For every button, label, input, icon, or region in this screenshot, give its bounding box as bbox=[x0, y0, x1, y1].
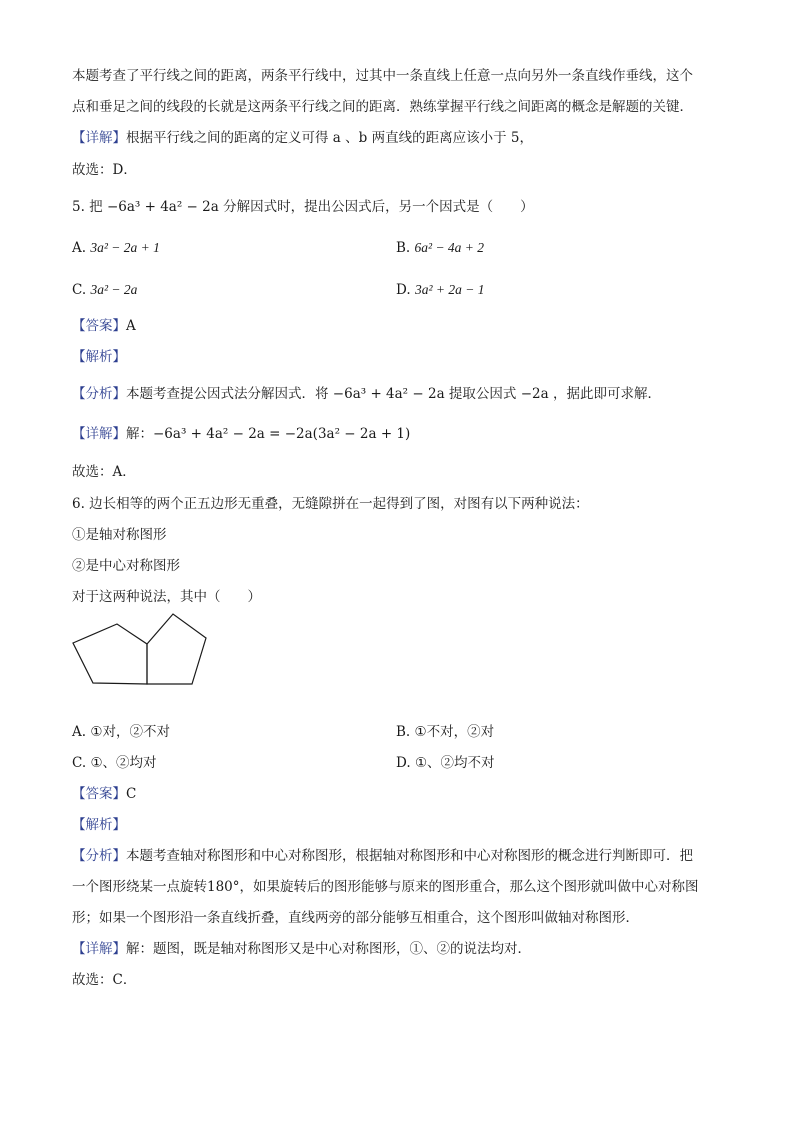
jiexi-tag: 【解析】 bbox=[72, 349, 126, 365]
pentagon-left bbox=[73, 624, 147, 684]
q6-choice: 故选：C． bbox=[72, 972, 137, 988]
answer-value: C bbox=[126, 786, 137, 802]
q5-answer bbox=[72, 316, 136, 336]
q6-detail bbox=[72, 939, 531, 959]
q5-analysis bbox=[72, 384, 661, 404]
pentagon-right bbox=[147, 614, 206, 684]
q6-option-c: C. ①、②均对 bbox=[72, 755, 157, 771]
q5-choice: 故选：A． bbox=[72, 464, 136, 480]
jiexi-tag: 【解析】 bbox=[72, 817, 126, 833]
q5-detail bbox=[72, 424, 410, 444]
answer-tag: 【答案】 bbox=[72, 318, 126, 334]
analysis-text: 本题考查轴对称图形和中心对称图形，根据轴对称图形和中心对称图形的概念进行判断即可．把 bbox=[126, 848, 693, 864]
detail-tag: 【详解】 bbox=[72, 941, 126, 957]
detail-text: 根据平行线之间的距离的定义可得 a 、b 两直线的距离应该小于 5， bbox=[126, 130, 533, 146]
q6-statement-1: ①是轴对称图形 bbox=[72, 527, 167, 543]
q5-stem: 5. 把 −6a³ + 4a² − 2a 分解因式时，提出公因式后，另一个因式是（ ） bbox=[72, 199, 534, 215]
q5-option-b: B. 6a² − 4a + 2 bbox=[396, 240, 485, 256]
q6-analysis-line-1 bbox=[72, 846, 693, 866]
q6-answer bbox=[72, 784, 136, 804]
analysis-tag: 【分析】 bbox=[72, 848, 126, 864]
q6-analysis-line-2: 一个图形绕某一点旋转180°，如果旋转后的图形能够与原来的图形重合，那么这个图形就叫做中心对称图 bbox=[72, 879, 699, 895]
q6-option-a: A. ①对，②不对 bbox=[72, 724, 170, 740]
q5-option-a: A. 3a² − 2a + 1 bbox=[72, 240, 160, 256]
q5-jiexi bbox=[72, 347, 126, 367]
double-pentagon-figure bbox=[70, 612, 210, 716]
detail-tag: 【详解】 bbox=[72, 130, 126, 146]
intro-detail bbox=[72, 128, 533, 148]
q6-option-d: D. ①、②均不对 bbox=[396, 755, 495, 771]
answer-value: A bbox=[126, 318, 136, 334]
intro-paragraph-line-1: 本题考查了平行线之间的距离，两条平行线中，过其中一条直线上任意一点向另外一条直线作垂线，这个 bbox=[72, 68, 693, 84]
analysis-tag: 【分析】 bbox=[72, 386, 126, 402]
q6-jiexi bbox=[72, 815, 126, 835]
analysis-text: 本题考查提公因式法分解因式．将 −6a³ + 4a² − 2a 提取公因式 −2a ，据此即可求解． bbox=[126, 386, 661, 402]
detail-tag: 【详解】 bbox=[72, 426, 126, 442]
detail-text: 解：题图，既是轴对称图形又是中心对称图形，①、②的说法均对． bbox=[126, 941, 531, 957]
intro-choice: 故选：D． bbox=[72, 162, 137, 178]
detail-text: 解：−6a³ + 4a² − 2a = −2a(3a² − 2a + 1) bbox=[126, 426, 411, 442]
q6-option-b: B. ①不对，②对 bbox=[396, 724, 495, 740]
q6-stem: 6. 边长相等的两个正五边形无重叠，无缝隙拼在一起得到了图，对图有以下两种说法： bbox=[72, 496, 589, 512]
q6-statement-2: ②是中心对称图形 bbox=[72, 558, 180, 574]
q5-option-c: C. 3a² − 2a bbox=[72, 282, 138, 298]
q6-analysis-line-3: 形；如果一个图形沿一条直线折叠，直线两旁的部分能够互相重合，这个图形叫做轴对称图形． bbox=[72, 910, 639, 926]
answer-tag: 【答案】 bbox=[72, 786, 126, 802]
q5-option-d: D. 3a² + 2a − 1 bbox=[396, 282, 485, 298]
intro-paragraph-line-2: 点和垂足之间的线段的长就是这两条平行线之间的距离．熟练掌握平行线之间距离的概念是解题的关键． bbox=[72, 99, 693, 115]
q6-ask: 对于这两种说法，其中（ ） bbox=[72, 589, 261, 605]
